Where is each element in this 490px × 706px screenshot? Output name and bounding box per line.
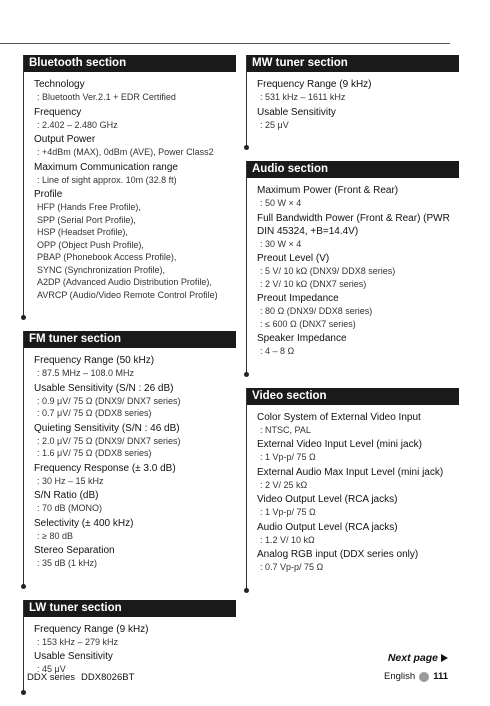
spec-value: : 2.402 – 2.480 GHz [34, 119, 236, 132]
footer-language: English [384, 671, 416, 682]
spec-value: : 45 μV [34, 663, 236, 676]
profile-list [34, 188, 236, 301]
spec-label: Frequency [34, 106, 82, 118]
spec-item [257, 411, 459, 437]
page-number: 111 [433, 671, 448, 682]
profile-item: HFP (Hands Free Profile), [37, 202, 141, 212]
spec-value: : ≥ 80 dB [34, 530, 236, 543]
spec-item [34, 517, 236, 543]
next-page-link[interactable] [388, 652, 448, 664]
left-column [23, 55, 236, 706]
spec-label: Maximum Communication range [34, 161, 178, 173]
spec-label: External Audio Max Input Level (mini jack) [257, 466, 444, 478]
right-column [246, 55, 459, 604]
spec-value: : 0.7 Vp-p/ 75 Ω [257, 561, 459, 574]
spec-item [257, 493, 459, 519]
spec-label: Output Power [34, 134, 96, 145]
spec-value: : 0.7 μV/ 75 Ω (DDX8 series) [34, 407, 236, 420]
section-body [247, 184, 459, 358]
spec-label: Quieting Sensitivity (S/N : 46 dB) [34, 422, 180, 434]
spec-label: Usable Sensitivity [257, 106, 336, 118]
spec-label: Analog RGB input (DDX series only) [257, 549, 419, 560]
spec-item [257, 332, 459, 358]
spec-item [34, 544, 236, 570]
spec-label: External Video Input Level (mini jack) [257, 439, 422, 450]
profile-item: A2DP (Advanced Audio Distribution Profile), [37, 277, 212, 287]
section-header: Bluetooth section [24, 55, 236, 72]
spec-value: : 5 V/ 10 kΩ (DNX9/ DDX8 series) [257, 265, 459, 278]
footer-model-number: DDX8026BT [81, 672, 135, 683]
spec-label: Frequency Range (50 kHz) [34, 355, 155, 366]
spec-item [34, 489, 236, 515]
footer-page [384, 671, 448, 682]
spec-label: Frequency Response (± 3.0 dB) [34, 462, 176, 474]
spec-label: Usable Sensitivity (S/N : 26 dB) [34, 382, 174, 394]
spec-value: : 30 Hz – 15 kHz [34, 475, 236, 488]
section-header: MW tuner section [247, 55, 459, 72]
spec-label: Profile [34, 189, 63, 200]
spec-value: : 1.2 V/ 10 kΩ [257, 534, 459, 547]
profile-item: SPP (Serial Port Profile), [37, 214, 136, 225]
spec-item [257, 106, 459, 132]
profile-item: OPP (Object Push Profile), [37, 239, 144, 250]
spec-value: : NTSC, PAL [257, 424, 459, 437]
spec-label: S/N Ratio (dB) [34, 490, 99, 501]
spec-label: Full Bandwidth Power (Front & Rear) (PWR DIN 45324, +B=14.4V) [257, 212, 450, 237]
spec-value: : 30 W × 4 [257, 238, 459, 251]
spec-value: : 2 V/ 10 kΩ (DNX7 series) [257, 278, 459, 291]
spec-label: Technology [34, 79, 85, 90]
spec-item [34, 106, 236, 132]
spec-section [246, 55, 459, 147]
spec-label: Maximum Power (Front & Rear) [257, 185, 399, 196]
spec-label: Audio Output Level (RCA jacks) [257, 521, 398, 533]
section-body [24, 623, 236, 676]
spec-value: : 531 kHz – 1611 kHz [257, 91, 459, 104]
spec-value: : 0.9 μV/ 75 Ω (DNX9/ DNX7 series) [34, 395, 236, 408]
section-body [247, 78, 459, 131]
profile-item: SYNC (Synchronization Profile), [37, 264, 166, 275]
spec-item [257, 184, 459, 210]
section-header: LW tuner section [24, 600, 236, 617]
spec-label: Color System of External Video Input [257, 411, 421, 423]
spec-label: Selectivity (± 400 kHz) [34, 517, 134, 529]
page-dot-icon [419, 672, 429, 682]
footer-series: DDX series [27, 672, 76, 683]
spec-value: : 2.0 μV/ 75 Ω (DNX9/ DNX7 series) [34, 435, 236, 448]
profile-item: HSP (Headset Profile), [37, 227, 128, 237]
spec-label: Stereo Separation [34, 545, 115, 556]
spec-section [23, 55, 236, 317]
spec-item [34, 422, 236, 460]
spec-value: : 1.6 μV/ 75 Ω (DDX8 series) [34, 447, 236, 460]
spec-item [34, 133, 236, 159]
spec-value: : ≤ 600 Ω (DNX7 series) [257, 318, 459, 331]
spec-item [257, 521, 459, 547]
spec-item [257, 292, 459, 330]
spec-value: : 153 kHz – 279 kHz [34, 636, 236, 649]
footer-model [27, 672, 134, 683]
section-body [24, 354, 236, 570]
section-header: FM tuner section [24, 331, 236, 348]
spec-label: Frequency Range (9 kHz) [34, 623, 149, 635]
spec-value: : 4 – 8 Ω [257, 345, 459, 358]
spec-label: Usable Sensitivity [34, 651, 113, 662]
spec-item [257, 438, 459, 464]
spec-value: : Bluetooth Ver.2.1 + EDR Certified [34, 91, 236, 104]
section-header: Video section [247, 388, 459, 405]
spec-value: : 1 Vp-p/ 75 Ω [257, 451, 459, 464]
profile-item: PBAP (Phonebook Access Profile), [37, 252, 177, 262]
spec-value: : 80 Ω (DNX9/ DDX8 series) [257, 305, 459, 318]
spec-item [34, 161, 236, 187]
section-body [24, 78, 236, 301]
spec-item [257, 212, 459, 251]
spec-value: : 70 dB (MONO) [34, 502, 236, 515]
section-header: Audio section [247, 161, 459, 178]
spec-section [246, 388, 459, 590]
spec-value: : 35 dB (1 kHz) [34, 557, 236, 570]
spec-item [34, 382, 236, 420]
spec-label: Frequency Range (9 kHz) [257, 79, 372, 90]
next-page-label: Next page [387, 652, 438, 664]
spec-value: : 25 μV [257, 119, 459, 132]
spec-item [257, 548, 459, 574]
spec-value: : 87.5 MHz – 108.0 MHz [34, 367, 236, 380]
spec-section [246, 161, 459, 374]
spec-value: : 1 Vp-p/ 75 Ω [257, 506, 459, 519]
spec-value: : +4dBm (MAX), 0dBm (AVE), Power Class2 [34, 146, 236, 159]
spec-item [34, 78, 236, 104]
section-body [247, 411, 459, 574]
spec-section [23, 331, 236, 586]
spec-item [257, 78, 459, 104]
spec-value: : 50 W × 4 [257, 197, 459, 210]
spec-label: Preout Level (V) [257, 253, 330, 264]
spec-value: : Line of sight approx. 10m (32.8 ft) [34, 174, 236, 187]
top-rule [0, 43, 450, 44]
spec-label: Preout Impedance [257, 293, 339, 304]
spec-item [257, 252, 459, 290]
profile-item: AVRCP (Audio/Video Remote Control Profile) [37, 289, 218, 300]
spec-item [34, 354, 236, 380]
spec-value: : 2 V/ 25 kΩ [257, 479, 459, 492]
arrow-right-icon [441, 654, 448, 662]
spec-item [34, 462, 236, 488]
spec-label: Speaker Impedance [257, 333, 347, 344]
spec-label: Video Output Level (RCA jacks) [257, 494, 398, 505]
spec-item [257, 466, 459, 492]
spec-item [34, 623, 236, 649]
